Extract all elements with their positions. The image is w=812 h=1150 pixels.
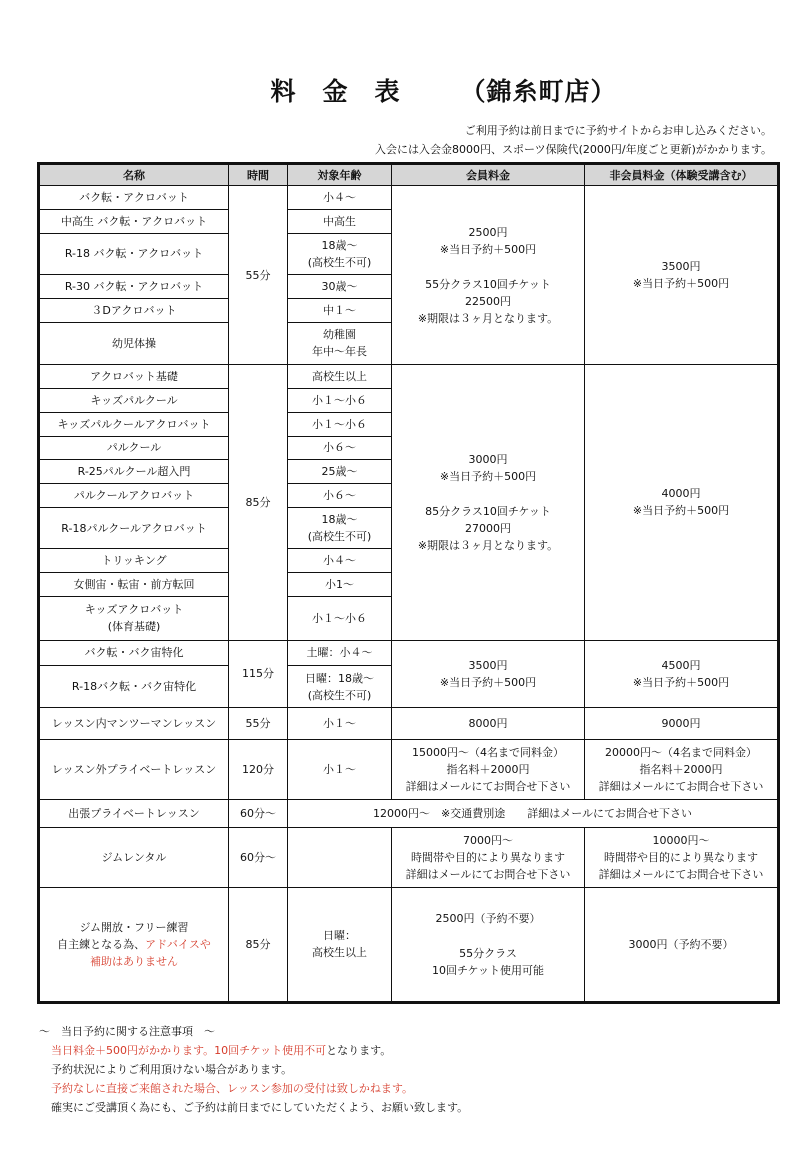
class-time: 55分 [229, 186, 288, 365]
class-name-line: トリッキング [101, 554, 167, 568]
class-age [288, 887, 392, 1002]
table-row [39, 186, 779, 210]
class-name: 出張プライベートレッスン [39, 799, 229, 827]
note-line: 予約なしに直接ご来館された場合、レッスン参加の受付は致しかねます。 [51, 1082, 414, 1095]
class-name: レッスン外プライベートレッスン [39, 739, 229, 799]
class-age-line: 小４〜 [323, 554, 356, 568]
member-fee-line: 詳細はメールにてお問合せ下さい [405, 779, 571, 793]
member-fee-line: 3000円 [468, 452, 508, 466]
class-name-line: ジム開放・フリー練習 [79, 920, 189, 934]
class-name [39, 298, 229, 322]
class-name-line [42, 936, 226, 953]
class-name-line: R-18 バク転・アクロバット [64, 247, 204, 261]
class-age: 小１〜 [288, 739, 392, 799]
col-header-age: 対象年齢 [288, 164, 392, 186]
class-time: 120分 [229, 739, 288, 799]
class-age-line: 小１〜小６ [312, 417, 367, 431]
class-name-line: R-18パルクールアクロバット [61, 521, 207, 535]
member-fee [392, 640, 585, 707]
member-fee [392, 827, 585, 887]
class-age [288, 436, 392, 460]
member-fee-line: 7000円〜 [463, 833, 513, 847]
class-age-line: 土曜：小４〜 [306, 646, 373, 660]
table-header-row [39, 164, 779, 186]
class-age [288, 640, 392, 666]
class-age-line: 高校生以上 [312, 370, 367, 384]
table-row [39, 365, 779, 389]
class-age-line: 高校生以上 [312, 946, 367, 960]
class-name [39, 209, 229, 233]
class-age [288, 388, 392, 412]
member-fee-line: ※期限は３ヶ月となります。 [417, 538, 559, 552]
class-age [288, 322, 392, 364]
table-row [39, 827, 779, 887]
class-age-line: 25歳〜 [321, 465, 358, 479]
note-red-text: 当日料金＋500円がかかります。10回チケット使用不可 [51, 1044, 327, 1057]
member-fee-line: 詳細はメールにてお問合せ下さい [405, 867, 571, 881]
class-name-line: ３Dアクロバット [91, 303, 177, 317]
class-age [288, 573, 392, 597]
reservation-notice: ご利用予約は前日までに予約サイトからお申し込みください。 [464, 124, 772, 137]
fee-table-body [39, 186, 779, 1003]
class-age-line: 日曜： [323, 929, 356, 943]
nonmember-fee-line: 詳細はメールにてお問合せ下さい [598, 779, 764, 793]
class-name-line: パルクール [106, 441, 162, 455]
table-row [39, 707, 779, 739]
nonmember-fee-line: ※当日予約＋500円 [632, 277, 730, 291]
member-fee-line: 指名料＋2000円 [446, 762, 530, 776]
class-age-line: (高校生不可) [307, 530, 372, 544]
class-name [39, 573, 229, 597]
enrollment-notice: 入会には入会金8000円、スポーツ保険代(2000円/年度ごと更新)がかかります。 [375, 143, 772, 156]
no-advice-warning: アドバイスや [145, 937, 211, 951]
member-fee-line: 3500円 [468, 658, 508, 672]
class-name [39, 388, 229, 412]
class-age [288, 484, 392, 508]
class-name-line: キッズアクロバット [84, 603, 184, 617]
class-name-line: R-18バク転・バク宙特化 [71, 680, 197, 694]
nonmember-fee [585, 739, 779, 799]
table-row [39, 640, 779, 666]
class-age-line: 小１〜小６ [312, 611, 367, 625]
class-age-line: 日曜：18歳〜 [305, 671, 374, 685]
class-age-line: 小１〜小６ [312, 393, 367, 407]
class-age-line: (高校生不可) [307, 255, 372, 269]
class-name [39, 549, 229, 573]
member-fee [392, 365, 585, 640]
class-age [288, 186, 392, 210]
title-main: 料 金 表 [270, 77, 401, 106]
class-age: 小１〜 [288, 707, 392, 739]
class-time: 55分 [229, 707, 288, 739]
class-name [39, 436, 229, 460]
member-fee-line: 15000円〜（4名まで同料金） [412, 745, 564, 759]
class-name [39, 460, 229, 484]
class-name [39, 322, 229, 364]
class-name [39, 640, 229, 666]
class-time: 115分 [229, 640, 288, 707]
class-name [39, 507, 229, 548]
class-age-line: 18歳〜 [321, 513, 358, 527]
member-fee-line: 55分クラス [459, 946, 517, 960]
class-name [39, 666, 229, 707]
class-age-line: 18歳〜 [321, 238, 358, 252]
class-age [288, 365, 392, 389]
nonmember-fee-line: ※当日予約＋500円 [632, 675, 730, 689]
class-name [39, 233, 229, 274]
col-header-nonmember: 非会員料金（体験受講含む） [585, 164, 779, 186]
nonmember-fee [585, 186, 779, 365]
note-line: 予約状況によりご利用頂けない場合があります。 [51, 1063, 293, 1076]
class-name-line: R-30 バク転・アクロバット [64, 279, 204, 293]
table-row [39, 799, 779, 827]
same-day-notes [39, 1022, 468, 1117]
member-fee-line: 55分クラス10回チケット [425, 277, 551, 291]
class-age [288, 298, 392, 322]
member-fee-line: ※期限は３ヶ月となります。 [417, 311, 559, 325]
class-age-line: 30歳〜 [321, 279, 358, 293]
class-name [39, 484, 229, 508]
notes-heading: 〜 当日予約に関する注意事項 〜 [39, 1025, 215, 1038]
note-line: 確実にご受講頂く為にも、ご予約は前日までにしていただくよう、お願い致します。 [51, 1101, 469, 1114]
class-age-line: 小1〜 [325, 578, 354, 592]
class-time: 85分 [229, 887, 288, 1002]
class-name [39, 186, 229, 210]
class-time: 60分〜 [229, 799, 288, 827]
page-title [0, 72, 812, 108]
class-name [39, 887, 229, 1002]
member-fee-line: 2500円 [468, 225, 508, 239]
class-name-line: バク転・アクロバット [79, 190, 189, 204]
class-age [288, 507, 392, 548]
class-time: 85分 [229, 365, 288, 640]
member-fee: 8000円 [392, 707, 585, 739]
class-age-line: 小６〜 [323, 441, 356, 455]
member-fee-line: ※当日予約＋500円 [439, 242, 537, 256]
col-header-member: 会員料金 [392, 164, 585, 186]
class-name [39, 275, 229, 299]
member-fee-line: 22500円 [465, 294, 511, 308]
class-name [39, 597, 229, 640]
member-fee-line: 10回チケット使用可能 [431, 963, 544, 977]
class-age-line: 幼稚園 [323, 328, 356, 342]
class-name-line: 女側宙・転宙・前方転回 [73, 578, 195, 592]
class-age-line: 中高生 [323, 214, 356, 228]
col-header-time: 時間 [229, 164, 288, 186]
class-name-line: パルクールアクロバット [73, 489, 195, 503]
class-name [39, 412, 229, 436]
note-text: となります。 [326, 1044, 392, 1057]
class-time: 60分〜 [229, 827, 288, 887]
nonmember-fee-line: 4500円 [661, 658, 701, 672]
no-assist-warning: 補助はありません [90, 954, 178, 968]
class-age [288, 209, 392, 233]
member-fee-line: 27000円 [465, 521, 511, 535]
nonmember-fee-line: 時間帯や目的により異なります [604, 850, 758, 864]
class-name-line: (体育基礎) [107, 620, 161, 634]
nonmember-fee: 9000円 [585, 707, 779, 739]
class-name-line: キッズパルクール [90, 393, 178, 407]
branch-name: （錦糸町店） [460, 77, 617, 106]
class-age-line: 小４〜 [323, 190, 356, 204]
member-fee [392, 887, 585, 1002]
nonmember-fee-line: 20000円〜（4名まで同料金） [605, 745, 757, 759]
nonmember-fee-line: 4000円 [661, 487, 701, 501]
nonmember-fee [585, 827, 779, 887]
nonmember-fee-line: 指名料＋2000円 [639, 762, 723, 776]
class-age [288, 275, 392, 299]
nonmember-fee: 3000円（予約不要） [585, 887, 779, 1002]
member-fee-line: ※当日予約＋500円 [439, 469, 537, 483]
table-row [39, 739, 779, 799]
nonmember-fee-line: ※当日予約＋500円 [632, 504, 730, 518]
col-header-name: 名称 [39, 164, 229, 186]
member-fee [392, 186, 585, 365]
class-age [288, 233, 392, 274]
class-age-line: (高校生不可) [307, 688, 372, 702]
nonmember-fee-line: 詳細はメールにてお問合せ下さい [598, 867, 764, 881]
class-name-line: キッズパルクールアクロバット [57, 417, 211, 431]
class-age [288, 827, 392, 887]
nonmember-fee [585, 365, 779, 640]
class-age-line: 中１〜 [323, 303, 356, 317]
class-name-line: バク転・バク宙特化 [84, 646, 184, 660]
trip-detail: 12000円〜 ※交通費別途 詳細はメールにてお問合せ下さい [288, 799, 779, 827]
nonmember-fee [585, 640, 779, 707]
class-name-line: アクロバット基礎 [90, 370, 178, 384]
member-fee-line: 2500円（予約不要） [435, 911, 541, 925]
class-age [288, 597, 392, 640]
class-name-line: R-25パルクール超入門 [77, 465, 191, 479]
class-name: ジムレンタル [39, 827, 229, 887]
class-age-line: 小６〜 [323, 489, 356, 503]
member-fee-line: ※当日予約＋500円 [439, 675, 537, 689]
class-name-line: 幼児体操 [112, 336, 156, 350]
class-age [288, 666, 392, 707]
class-age [288, 549, 392, 573]
member-fee [392, 739, 585, 799]
class-name-line: 中高生 バク転・アクロバット [60, 214, 208, 228]
nonmember-fee-line: 3500円 [661, 260, 701, 274]
class-age [288, 460, 392, 484]
class-name: レッスン内マンツーマンレッスン [39, 707, 229, 739]
member-fee-line: 85分クラス10回チケット [425, 504, 551, 518]
table-row [39, 887, 779, 1002]
class-age-line: 年中〜年長 [312, 345, 367, 359]
member-fee-line: 時間帯や目的により異なります [411, 850, 565, 864]
fee-table [37, 162, 780, 1004]
nonmember-fee-line: 10000円〜 [652, 833, 710, 847]
class-name-text: 自主練となる為、 [57, 937, 146, 951]
class-age [288, 412, 392, 436]
note-line [39, 1041, 468, 1060]
class-name [39, 365, 229, 389]
